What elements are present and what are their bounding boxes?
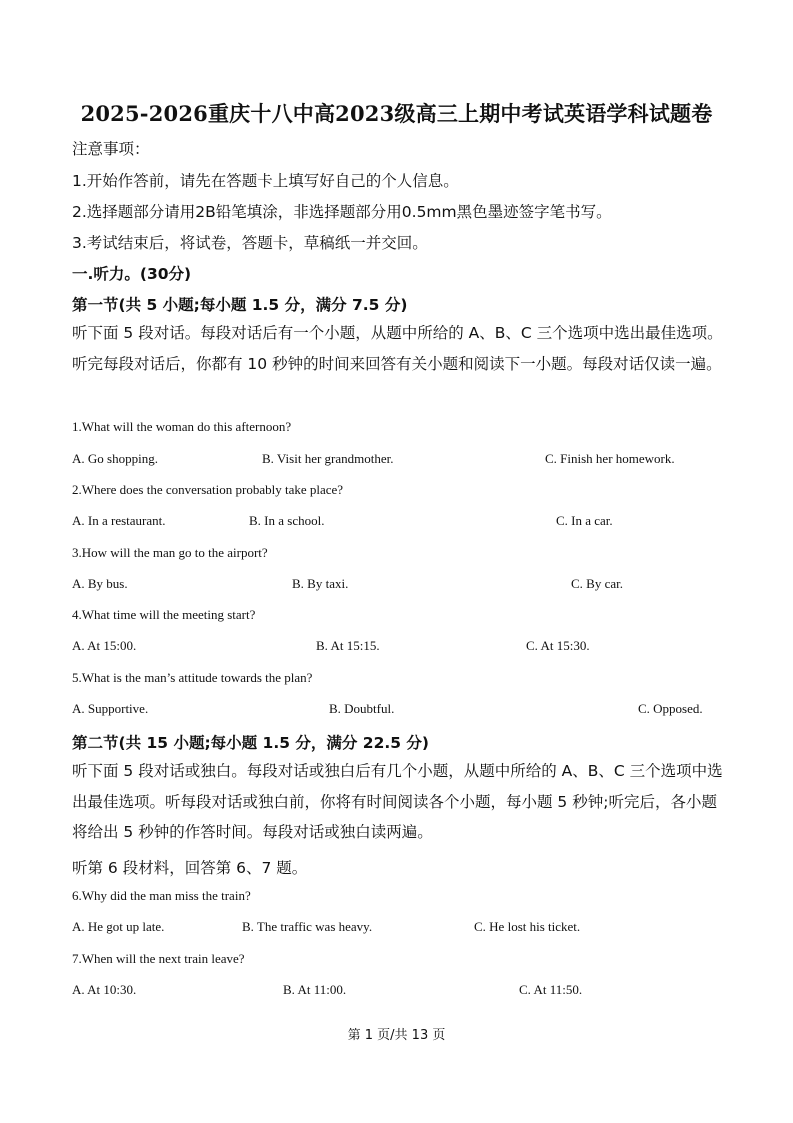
section2-instructions: 听下面 5 段对话或独白。每段对话或独白后有几个小题，从题中所给的 A、B、C 三个选项中选出最佳选项。听每段对话或独白前，你将有时间阅读各个小题，每小题 5 秒钟;听完后，各小题将给出 5 秒钟的作答时间。每段对话或独白读两遍。 [72, 762, 723, 841]
q2-option-c: C. In a car. [556, 513, 613, 528]
question-7: 7.When will the next train leave? [72, 951, 245, 966]
question-6: 6.Why did the man miss the train? [72, 888, 251, 903]
q1-option-a: A. Go shopping. [72, 451, 158, 466]
section1-heading: 第一节(共 5 小题;每小题 1.5 分，满分 7.5 分) [72, 296, 408, 314]
q5-option-c: C. Opposed. [638, 701, 703, 716]
question-5: 5.What is the man’s attitude towards the plan? [72, 670, 313, 685]
q4-option-b: B. At 15:15. [316, 638, 380, 653]
q3-option-a: A. By bus. [72, 576, 128, 591]
q7-option-c: C. At 11:50. [519, 982, 583, 997]
q5-option-b: B. Doubtful. [329, 701, 395, 716]
q1-option-b: B. Visit her grandmother. [262, 451, 394, 466]
page-number: 第 1 页/共 13 页 [347, 1028, 446, 1043]
question-3: 3.How will the man go to the airport? [72, 545, 268, 560]
q3-option-b: B. By taxi. [292, 576, 349, 591]
q6-option-b: B. The traffic was heavy. [242, 919, 373, 934]
question-2: 2.Where does the conversation probably take place? [72, 482, 344, 497]
notice-item-1: 1.开始作答前，请先在答题卡上填写好自己的个人信息。 [72, 172, 459, 190]
question-1: 1.What will the woman do this afternoon? [72, 419, 292, 434]
question-4: 4.What time will the meeting start? [72, 607, 256, 622]
q7-option-b: B. At 11:00. [283, 982, 347, 997]
notice-item-2: 2.选择题部分请用2B铅笔填涂，非选择题部分用0.5mm黑色墨迹签字笔书写。 [72, 203, 612, 221]
notice-item-3: 3.考试结束后，将试卷，答题卡，草稿纸一并交回。 [72, 234, 428, 252]
q1-option-c: C. Finish her homework. [545, 451, 675, 466]
section2-heading: 第二节(共 15 小题;每小题 1.5 分，满分 22.5 分) [72, 734, 430, 752]
q3-option-c: C. By car. [571, 576, 623, 591]
section1-instructions: 听下面 5 段对话。每段对话后有一个小题，从题中所给的 A、B、C 三个选项中选出最佳选项。听完每段对话后，你都有 10 秒钟的时间来回答有关小题和阅读下一小题。每段对话仅读一遍。 [72, 324, 723, 373]
page-title: 2025-2026重庆十八中高2023级高三上期中考试英语学科试题卷 [80, 101, 713, 126]
q5-option-a: A. Supportive. [72, 701, 149, 716]
q4-option-c: C. At 15:30. [526, 638, 590, 653]
q7-option-a: A. At 10:30. [72, 982, 137, 997]
q6-option-a: A. He got up late. [72, 919, 165, 934]
q4-option-a: A. At 15:00. [72, 638, 137, 653]
material-6-prompt: 听第 6 段材料，回答第 6、7 题。 [72, 859, 308, 877]
notice-heading: 注意事项： [72, 140, 150, 158]
q6-option-c: C. He lost his ticket. [474, 919, 581, 934]
q2-option-b: B. In a school. [249, 513, 325, 528]
q2-option-a: A. In a restaurant. [72, 513, 166, 528]
part1-heading: 一.听力。(30分) [72, 265, 192, 283]
